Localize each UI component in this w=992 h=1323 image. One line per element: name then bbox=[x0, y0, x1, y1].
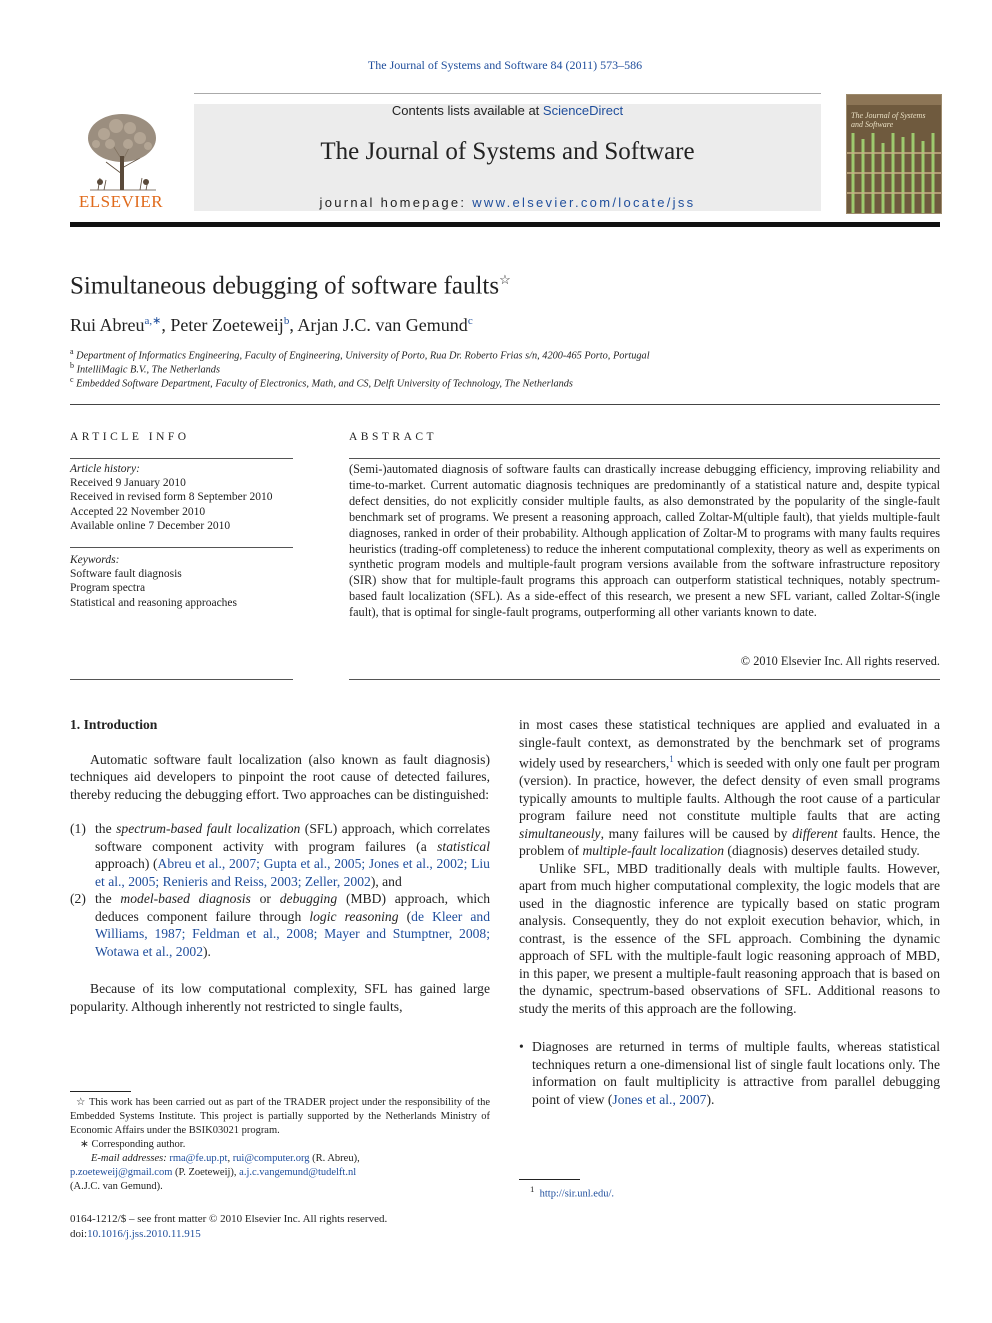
list-item bbox=[70, 890, 490, 960]
paper-title bbox=[70, 272, 511, 300]
footnote-mark[interactable]: 1 bbox=[669, 754, 674, 764]
journal-cover-image[interactable] bbox=[846, 94, 942, 214]
footnote-mark: ∗ bbox=[80, 1139, 89, 1150]
text-run: the bbox=[95, 821, 117, 836]
footnote-text: Corresponding author. bbox=[91, 1139, 186, 1150]
citation-link[interactable]: de Kleer and Williams, 1987; Feldman et al., 2008; Mayer and Stumptner, 2008; Wotawa et al., 2002 bbox=[95, 908, 490, 959]
footnote-url-link[interactable]: http://sir.unl.edu/. bbox=[539, 1188, 615, 1200]
affiliation bbox=[70, 347, 650, 361]
list-number: (2) bbox=[70, 891, 86, 906]
footnote bbox=[70, 1096, 490, 1138]
homepage-link[interactable]: www.elsevier.com/locate/jss bbox=[472, 195, 696, 210]
history-item: Available online 7 December 2010 bbox=[70, 519, 231, 532]
contents-prefix: Contents lists available at bbox=[391, 103, 543, 118]
history-item: Received in revised form 8 September 2010 bbox=[70, 491, 273, 504]
homepage-prefix: journal homepage: bbox=[319, 195, 473, 210]
article-info-rule bbox=[70, 458, 293, 459]
text-run: , many failures will be caused by bbox=[600, 825, 793, 841]
footnotes-left bbox=[70, 1096, 490, 1194]
affiliation-text: Department of Informatics Engineering, Faculty of Engineering, University of Porto, Rua Dr. Roberto Frias s/n, 4200-465 Porto, Portugal bbox=[76, 350, 650, 362]
cover-top-band bbox=[847, 95, 941, 105]
keyword: Statistical and reasoning approaches bbox=[70, 596, 238, 609]
paper-title-text: Simultaneous debugging of software faults bbox=[70, 272, 500, 300]
keyword: Software fault diagnosis bbox=[70, 568, 182, 581]
cover-title: The Journal of Systems and Software bbox=[851, 111, 926, 129]
text-run: (diagnosis) deserves detailed study. bbox=[724, 843, 920, 859]
affiliation-text: Embedded Software Department, Faculty of Electronics, Math, and CS, Delft University of Technology, The Netherlands bbox=[76, 378, 573, 390]
author-name: Peter Zoeteweij bbox=[170, 315, 284, 335]
text-run: (MBD) approach, which deduces component failure through bbox=[95, 891, 491, 924]
footnote bbox=[530, 1182, 614, 1202]
emphasis: simultaneously bbox=[519, 825, 601, 841]
text-run: or bbox=[250, 891, 280, 906]
list-item bbox=[70, 820, 490, 890]
citation-link[interactable]: Abreu et al., 2007; Gupta et al., 2005; Jones et al., 2002; Liu et al., 2005; Renieris and Reiss, 2003; Zeller, 2002 bbox=[95, 856, 490, 889]
footnote-mark: 1 bbox=[530, 1184, 535, 1194]
article-info-bottom-rule bbox=[70, 679, 293, 680]
doi-link[interactable]: 10.1016/j.jss.2010.11.915 bbox=[87, 1228, 201, 1240]
history-item: Received 9 January 2010 bbox=[70, 477, 186, 490]
author-name: Arjan J.C. van Gemund bbox=[297, 315, 468, 335]
title-footnote-mark[interactable]: ☆ bbox=[499, 272, 511, 287]
keywords-label: Keywords: bbox=[70, 554, 120, 566]
masthead-top-rule bbox=[194, 93, 821, 94]
abstract-copyright: © 2010 Elsevier Inc. All rights reserved. bbox=[740, 654, 940, 668]
list-number: (1) bbox=[70, 821, 86, 836]
footnote-rule bbox=[70, 1091, 131, 1092]
history-label: Article history: bbox=[70, 463, 140, 475]
contents-line bbox=[194, 103, 821, 118]
article-info-heading: ARTICLE INFO bbox=[70, 431, 190, 443]
text-run: faults. Hence, the problem of bbox=[519, 825, 940, 859]
abstract-text: (Semi-)automated diagnosis of software faults can drastically increase debugging efficiency, improving reliability and time-to-market. Current automatic diagnosis techniques are predominantly of a statistical nature and, despite typical defect densities, do not explicitly consider multiple faults, as also demonstrated by the popularity of the single-fault benchmark set of programs. We present a reasoning approach, called Zoltar-M(ultiple fault), that yields multiple-fault diagnoses, ranked in order of their probability. Although application of Zoltar-M to programs with many faults requires heuristics (trading-off completeness) to reduce the inherent computational complexity, theory as well as experiments on synthetic program models and multiple-fault program versions available from the software infrastructure repository (SIR) show that for multiple-fault programs this approach can outperform statistical techniques, notably spectrum-based fault localization (SFL). As a side-effect of this research, we present a new SFL variant, called Zoltar-S(ingle fault), that is optimal for single-fault programs, outperforming all other variants known to date. bbox=[349, 462, 940, 620]
author-affil-mark[interactable]: c bbox=[467, 315, 473, 327]
text-run: the bbox=[95, 891, 121, 906]
email-line: (A.J.C. van Gemund). bbox=[70, 1181, 163, 1192]
keyword: Program spectra bbox=[70, 582, 146, 595]
issn-line: 0164-1212/$ – see front matter © 2010 Elsevier Inc. All rights reserved. bbox=[70, 1213, 388, 1225]
text-run: which is seeded with only one fault per program (version). In practice, however, the defect density of even small programs typically amounts to multiple faults. Although the root cause of a particular program failure need not constitute multiple faults that are acting bbox=[519, 755, 940, 824]
keywords-rule bbox=[70, 547, 293, 548]
affiliation-text: IntelliMagic B.V., The Netherlands bbox=[76, 364, 220, 376]
paragraph: Unlike SFL, MBD traditionally deals with multiple faults. However, apart from much higher computational complexity, the logic models that are used in the diagnostic inference are typically based on static program analysis. Consequently, they do not exploit execution behavior, which, in contrast, is the essence of the SFL approach. Combining the dynamic approach of SFL with the multiple-fault logic reasoning approach of MBD, in this paper, we present a multiple-fault reasoning approach that is based on the dynamic, spectrum-based observations of SFL. Additional reasons to study the merits of this approach are the following. bbox=[519, 860, 940, 1016]
emphasis: different bbox=[792, 825, 838, 841]
right-column bbox=[519, 716, 940, 1108]
elsevier-wordmark: ELSEVIER bbox=[78, 192, 164, 211]
masthead-rule bbox=[70, 222, 940, 227]
text-run: ). bbox=[203, 943, 211, 959]
author-affil-mark[interactable]: b bbox=[283, 315, 290, 327]
paragraph: Automatic software fault localization (also known as fault diagnosis) techniques aid developers to pinpoint the root cause of detected failures, thereby reducing the debugging effort. Two approaches can be distinguished: bbox=[70, 751, 490, 802]
text-run: Diagnoses are returned in terms of multiple faults, whereas statistical techniques return a one-dimensional list of single fault locations only. The information on fault multiplicity is attractive from parallel debugging point of view ( bbox=[532, 1039, 940, 1107]
email-link[interactable]: p.zoeteweij@gmail.com bbox=[70, 1167, 173, 1178]
elsevier-logo[interactable] bbox=[70, 104, 172, 214]
email-link[interactable]: a.j.c.vangemund@tudelft.nl bbox=[239, 1167, 357, 1178]
author-affil-mark[interactable]: a,∗ bbox=[144, 315, 162, 327]
sciencedirect-link[interactable]: ScienceDirect bbox=[542, 103, 624, 118]
journal-title: The Journal of Systems and Software bbox=[320, 138, 695, 165]
abstract-rule bbox=[349, 458, 940, 459]
email-owner: (P. Zoeteweij), bbox=[172, 1167, 240, 1178]
paragraph: Because of its low computational complexity, SFL has gained large popularity. Although inherently not restricted to single faults, bbox=[70, 981, 490, 1014]
emphasis: multiple-fault localization bbox=[582, 843, 725, 859]
footnote bbox=[70, 1138, 490, 1152]
text-run: ). bbox=[706, 1091, 715, 1107]
abstract-heading: ABSTRACT bbox=[349, 431, 438, 443]
footnote-mark: ☆ bbox=[76, 1097, 86, 1108]
affiliation-mark: a bbox=[70, 347, 74, 356]
email-link[interactable]: rma@fe.up.pt bbox=[169, 1153, 228, 1164]
homepage-line bbox=[194, 195, 821, 210]
emphasis: logic reasoning bbox=[309, 908, 399, 924]
email-line bbox=[70, 1166, 490, 1180]
emphasis: statistical bbox=[437, 838, 490, 854]
doi-line bbox=[70, 1227, 201, 1242]
affiliation-mark: c bbox=[70, 375, 74, 384]
section-heading: 1. Introduction bbox=[70, 717, 158, 732]
keywords-block bbox=[70, 553, 300, 610]
email-line: E-mail addresses: rma@fe.up.pt, rui@computer.org (R. Abreu), bbox=[91, 1153, 360, 1164]
text-run: in most cases these statistical techniques are applied and evaluated in a single-fault context, as demonstrated by the benchmark set of programs widely used by researchers, bbox=[519, 717, 940, 771]
history-item: Accepted 22 November 2010 bbox=[70, 505, 206, 518]
author-separator: , bbox=[289, 315, 298, 335]
cover-pattern-icon bbox=[847, 133, 941, 213]
email-owner: (R. Abreu), bbox=[309, 1153, 360, 1164]
running-citation[interactable]: The Journal of Systems and Software 84 (2011) 573–586 bbox=[367, 58, 643, 72]
affiliation bbox=[70, 361, 220, 375]
footnote-text: This work has been carried out as part of the TRADER project under the responsibility of the Embedded Systems Institute. This project is partially supported by the Netherlands Ministry of Economic Affairs under the BSIK03021 program. bbox=[70, 1097, 490, 1136]
left-column bbox=[70, 716, 490, 1015]
text-run: ( bbox=[398, 908, 412, 924]
affiliation bbox=[70, 375, 573, 389]
footnote-rule bbox=[519, 1179, 580, 1180]
citation-link[interactable]: Jones et al., 2007 bbox=[612, 1091, 707, 1107]
bullet-icon: • bbox=[519, 1039, 524, 1055]
text-run: (SFL) approach, which correlates software component activity with program failures (a bbox=[95, 821, 490, 854]
text-run: ), and bbox=[370, 873, 402, 889]
doi-label: doi: bbox=[70, 1228, 88, 1240]
author-separator: , bbox=[161, 315, 171, 335]
emphasis: spectrum-based fault localization bbox=[116, 821, 301, 836]
author-list bbox=[70, 314, 473, 336]
author-name: Rui Abreu bbox=[70, 315, 145, 335]
email-link[interactable]: rui@computer.org bbox=[232, 1153, 310, 1164]
emphasis: debugging bbox=[279, 891, 338, 906]
text-run: approach) ( bbox=[95, 856, 158, 871]
bullet-item bbox=[519, 1038, 940, 1108]
affiliation-mark: b bbox=[70, 361, 74, 370]
article-history bbox=[70, 462, 300, 533]
abstract-bottom-rule bbox=[349, 679, 940, 680]
title-block-rule bbox=[70, 404, 940, 405]
paragraph bbox=[519, 716, 940, 860]
emphasis: model-based diagnosis bbox=[120, 891, 251, 906]
email-label: E-mail addresses: bbox=[91, 1153, 167, 1164]
